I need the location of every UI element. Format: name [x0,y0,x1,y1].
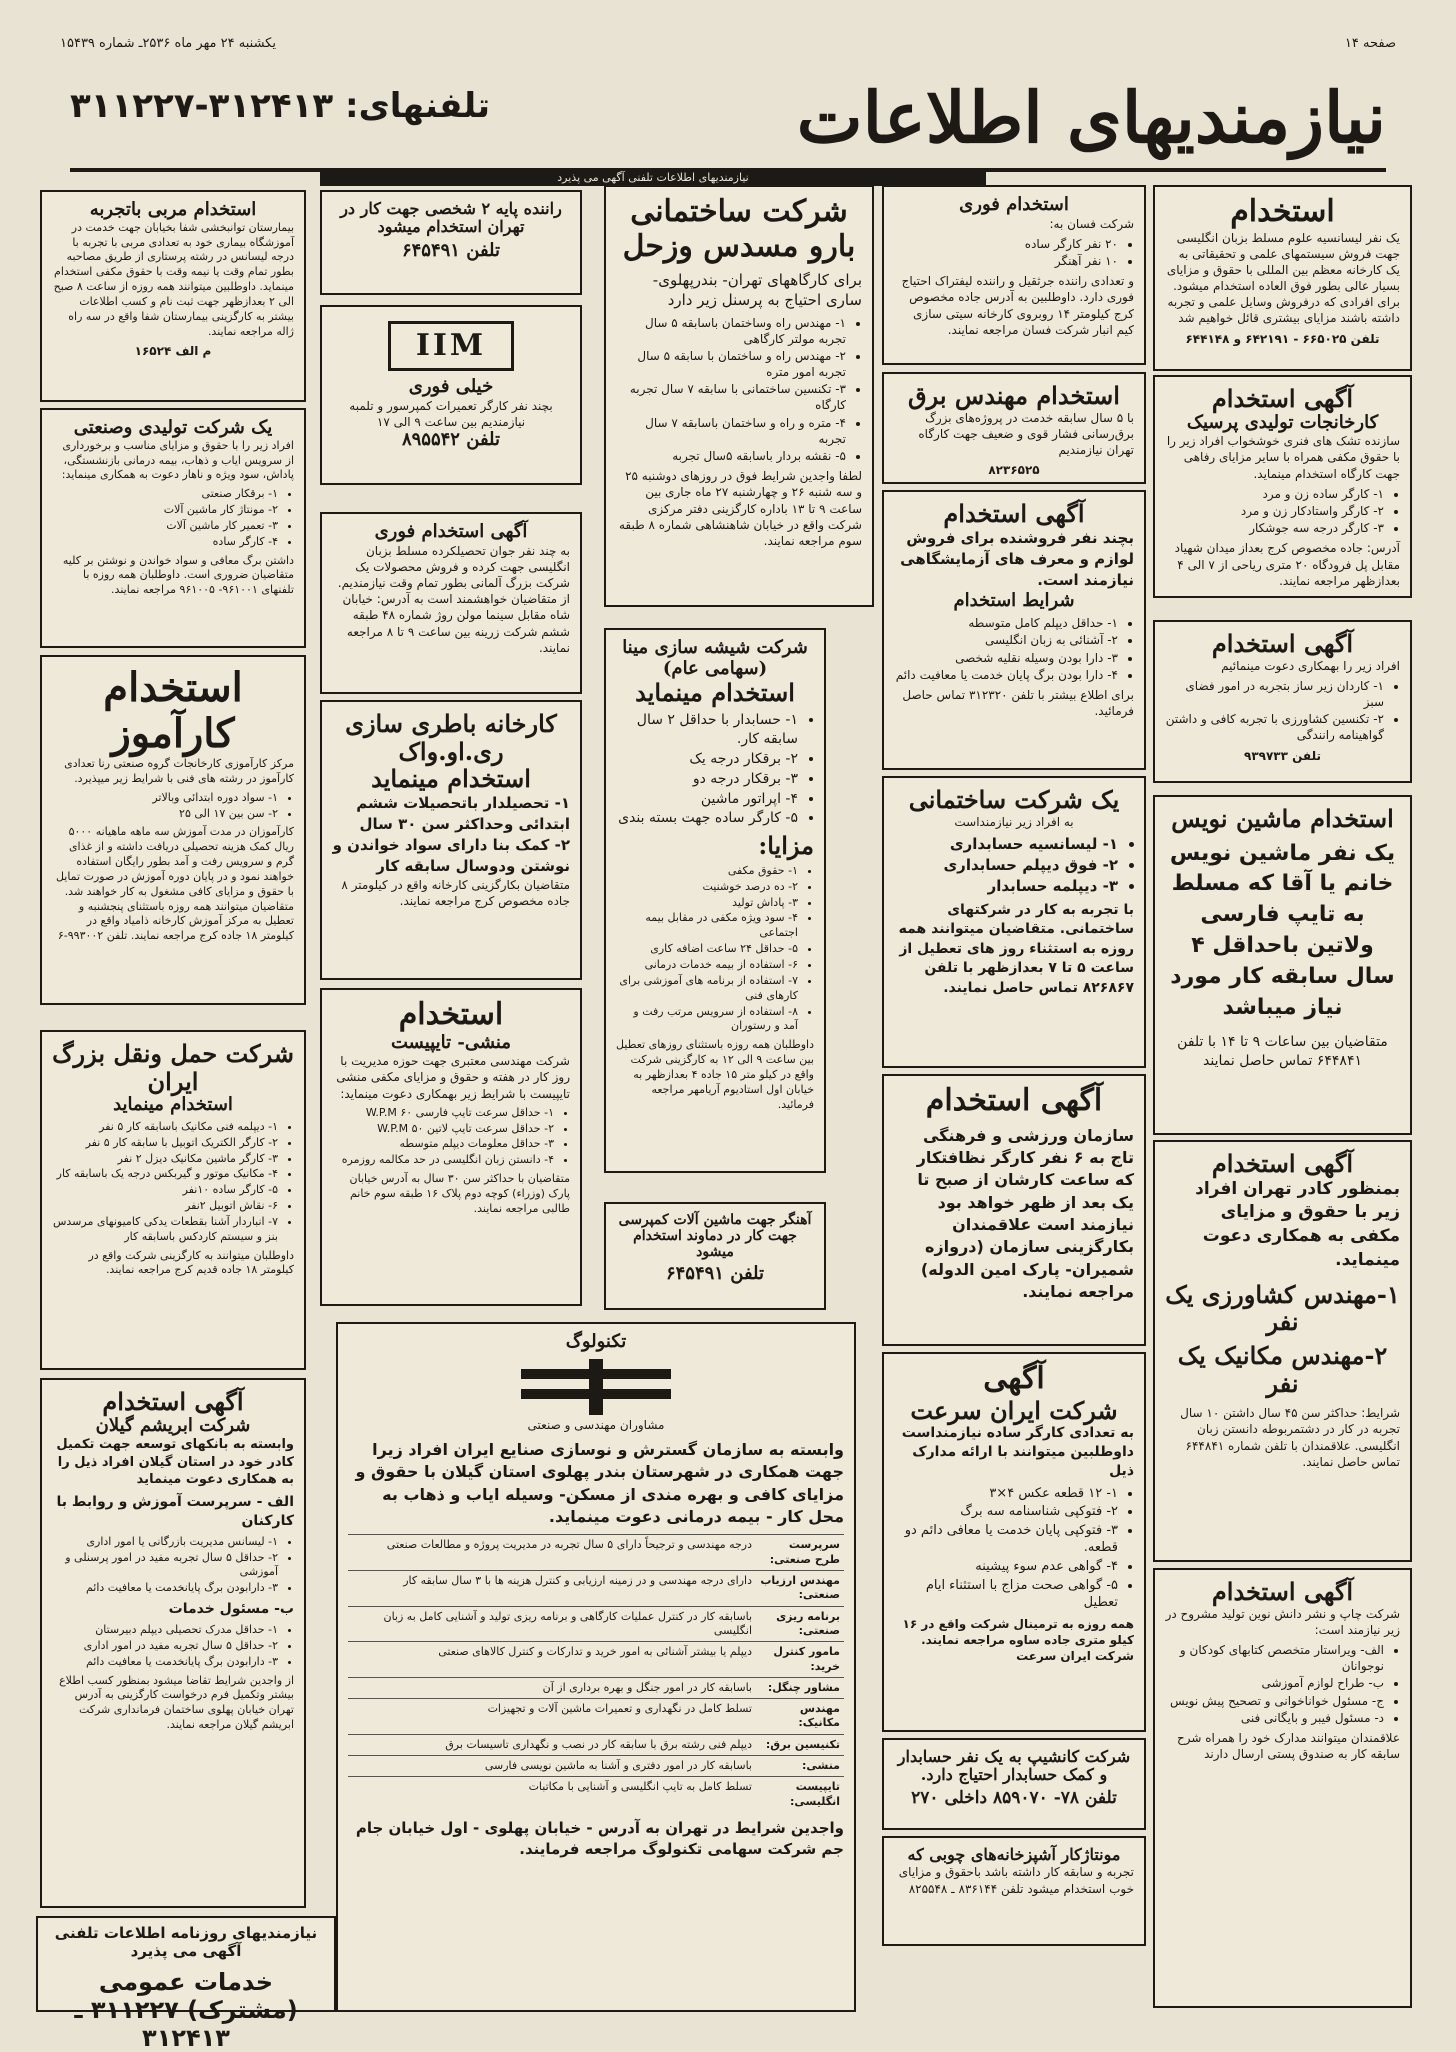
list-item: • ۶- استفاده از بیمه خدمات درمانی [616,958,798,973]
list-item: • ۳- حداقل معلومات دیپلم متوسطه [332,1137,554,1152]
position-desc: درجه مهندسی و ترجیحاً دارای ۵ سال تجربه در مدیریت پروژه و مطالعات صنعتی [348,1535,756,1571]
ad-heading: آهنگر جهت ماشین آلات کمپرسی جهت کار در دماوند استخدام میشود [618,1212,812,1261]
list-item: • ۲- فوق دیپلم حسابداری [894,855,1118,875]
position-desc: باسابقه کار در امور دفتری و آشنا به ماشین نویسی فارسی [348,1756,756,1777]
ad-heading: آگهی استخدام [102,1387,244,1416]
table-row [348,1734,844,1755]
list-item: • ۲- آشنائی به زبان انگلیسی [894,632,1118,648]
list-item: • ۱- لیسانسیه حسابداری [894,834,1118,854]
ad-body: به تعدادی کارگر ساده نیازمنداست داوطلبین میتوانند با ارائه مدارک ذیل [901,1425,1134,1479]
position-title: سرپرست طرح صنعتی: [756,1535,844,1571]
ad-subheading: کارخانجات تولیدی پرسیک [1186,411,1379,433]
issue-date: یکشنبه ۲۴ مهر ماه ۲۵۳۶ـ شماره ۱۵۴۳۹ [60,36,276,51]
ad-footer: لطفا واجدین شرایط فوق در روزهای دوشنبه ۲۵ و سه شنبه ۲۶ و چهارشنبه ۲۷ ماه جاری بین ساعت ۹ تا ۱۳ باداره کارگزینی دفتر مرکزی شرکت واقع در خیابان شاهنشاهی شماره ۸ طبقه سوم مراجعه نمایند. [619,469,862,548]
ad-body: افراد زیر را بهمکاری دعوت مینمائیم [1221,658,1400,673]
position-desc: دیپلم فنی رشته برق با سابقه کار در نصب و نگهداری تاسیسات برق [348,1734,756,1755]
ad-footer: و تعدادی راننده جرثقیل و راننده لیفتراک احتیاج فوری دارد. داوطلبین به آدرس جاده مخصوص کرج کیلومتر ۱۴ روبروی کارخانه سیتی سازی کیم انبار شرکت فسان مراجعه نمایند. [901,274,1134,337]
footer-line2: خدمات عمومی (مشترک) ۳۱۱۲۲۷ ـ ۳۱۲۴۱۳ [74,1968,298,2052]
ad-list [616,315,862,465]
ad-col4-b [320,305,582,485]
list-item: • الف- ویراستار متخصص کتابهای کودکان و نوجوانان [1165,1642,1384,1674]
ad-body: شرکت چاپ و نشر دانش نوین تولید مشروح در زیر نیازمند است: [1165,1606,1400,1637]
list-item: • ۱- حداقل مدرک تحصیلی دیپلم دبیرستان [52,1623,278,1638]
ad-footer: کارآموزان در مدت آموزش سه ماهه ماهیانه ۵۰۰۰ ریال کمک هزینه تحصیلی دریافت داشته و از غذای گرم و سرویس رفت و آمد بطور رایگان استفاده خواهند نمود و در پایان دوره آموزش در صورت تمایل با حقوق و مزایای کافی مشغول به کار خواهند شد. متقاضیان میتوانند همه روزه باستثنای پنجشنبه و تعطیل به مرکز آموزش کارخانه ذامیاد واقع در کیلومتر ۱۸ جاده کرج مراجعه نمایند. تلفن ۹۹۳۰۰۲-۶ [55,825,294,943]
table-row [348,1535,844,1571]
list-item: • ۴- متره و راه و ساختمان باسابقه ۷ سال تجربه [616,415,846,447]
ad-item: ۱- تحصیلدار باتحصیلات ششم ابتدائی وحداکثر سن ۳۰ سال [356,793,570,833]
ad-body: یک نفر ماشین نویس خانم یا آقا که مسلط به تایپ فارسی ولاتین باحداقل ۴ سال سابقه کار مورد نیاز میباشد [1169,840,1396,1020]
position-desc: دیپلم یا بیشتر آشنائی به امور خرید و تدارکات و کنترل کالاهای صنعتی [348,1642,756,1678]
list-item: • ۱- ۱۲ قطعه عکس ۴×۳ [894,1485,1118,1503]
ad-heading: شرکت کانشیپ به یک نفر حسابدار و کمک حسابدار احتیاج دارد. [897,1747,1131,1785]
position-desc: باسابقه کار در امور جنگل و بهره برداری از آن [348,1677,756,1698]
ad-list [894,1485,1134,1612]
ad-heading: راننده پایه ۲ شخصی جهت کار در تهران استخدام میشود [340,199,562,237]
ad-footer: داشتن برگ معافی و سواد خواندن و نوشتن بر کلیه متقاضیان ضروری است. داوطلبان همه روزه با تلفنهای ۹۶۱۰۰۱- ۹۶۱۰۰۵ مراجعه نمایند. [62,553,294,597]
ad-col5-c [40,655,306,1005]
ad-body: بمنظور کادر تهران افراد زیر با حقوق و مزایای مکفی به همکاری دعوت مینماید. [1195,1178,1400,1270]
list-item: • ۳- دارابودن برگ پایانخدمت یا معافیت دائم [52,1655,278,1670]
list-item: • ۷- انباردار آشنا بقطعات یدکی کامیونهای مرسدس بنز و سیستم کاردکس باسابقه کار [52,1215,278,1245]
position-title: مهندس ارزیاب صنعتی: [756,1571,844,1607]
table-row [348,1606,844,1642]
table-row [348,1777,844,1812]
ad-col2-b [882,372,1146,484]
list-item: • ۲۰ نفر کارگر ساده [894,236,1118,252]
ad-heading: استخدام [398,997,504,1032]
ad-heading: کارخانه باطری سازی ری.او.واک [345,709,557,766]
ad-subheading: منشی- تایپیست [391,1031,511,1053]
ad-phone: تلفن ۷۸- ۸۵۹۰۷۰ داخلی ۲۷۰ [911,1787,1117,1808]
ad-body: شرکت فسان به: [1049,216,1134,231]
ad-footer: متقاضیان با حداکثر سن ۳۰ سال به آدرس خیابان پارک (وزراء) کوچه دوم پلاک ۱۶ طبقه سوم خانم طالبی مراجعه نمایند. [349,1172,570,1215]
ad-heading: شرکت شیشه سازی مینا (سهامی عام) [622,637,808,679]
list-item: • ۵- نقشه بردار باسابقه ۵سال تجربه [616,448,846,464]
ad-subheading: استخدام مینماید [113,1094,233,1116]
ad-list [52,1623,294,1670]
list-item: • ۱- کاردان زیر ساز بتجربه در امور فضای سبز [1165,678,1384,710]
ad-col3-c [604,1202,826,1310]
list-item: • ب- طراح لوازم آموزشی [1165,1675,1384,1691]
position-title: تکنیسین برق: [756,1734,844,1755]
ad-heading: آگهی استخدام [925,1083,1103,1118]
list-item: • ۱- حقوق مکفی [616,864,798,879]
list-item: • ۵- حداقل ۲۴ ساعت اضافه کاری [616,942,798,957]
ad-subheading: استخدام مینماید [371,764,531,794]
list-item: • ۴- مکانیک موتور و گیربکس درجه یک باسابقه کار [52,1167,278,1182]
ad-body: مرکز کارآموزی کارخانجات گروه صنعتی رنا تعدادی کارآموز در رشته های فنی با شرایط زیر میپذیرد. [64,757,294,785]
ad-body: شرکت مهندسی معتبری جهت حوزه مدیریت با روز کار در هفته و حقوق و مزایای مکفی منشی تایپیست با شرایط زیر بهمکاری دعوت مینماید: [336,1054,570,1101]
ad-footer: از واجدین شرایط تقاضا میشود بمنظور کسب اطلاع بیشتر وتکمیل فرم درخواست کارگزینی به آدرس تهران خیابان پهلوی ساختمان فرمانداری شرکت ابریشم گیلان مراجعه نمایند. [59,1673,294,1732]
list-item: • ۵- کارگر ساده جهت بسته بندی [616,809,798,828]
ad-phone: تلفن ۹۳۹۷۳۳ [1244,748,1321,763]
table-row [348,1642,844,1678]
position-desc: باسابقه کار در کنترل عملیات کارگاهی و برنامه ریزی تولید و آشنایی کامل به زبان انگلیسی [348,1606,756,1642]
list-item: • ۴- دانستن زبان انگلیسی در حد مکالمه روزمره [332,1153,554,1168]
ad-list [616,711,814,828]
ad-heading: یک شرکت ساختمانی [908,785,1120,814]
ad-subheading: شرکت ایران سرعت [910,1395,1118,1425]
list-item: • ۲- حداقل ۵ سال تجربه مفید در امور پرسنلی و آموزشی [52,1551,278,1581]
ad-col2-h [882,1836,1146,1946]
ad-section-title: ب- مسئول خدمات [168,1601,294,1618]
list-item: • ۱- برقکار صنعتی [52,487,278,502]
ad-footer: واجدین شرایط در تهران به آدرس - خیابان پهلوی - اول خیابان جام جم شرکت سهامی تکنولوگ مراجعه فرمایند. [355,1818,844,1858]
table-row [348,1699,844,1735]
list-item: • ۲- برقکار درجه یک [616,750,798,769]
page-number: صفحه ۱۴ [1344,36,1396,51]
ad-footer: متقاضیان بین ساعات ۹ تا ۱۴ با تلفن ۶۴۴۸۴۱ تماس حاصل نمایند [1177,1034,1388,1070]
ad-list [894,834,1134,897]
ad-list [52,791,294,822]
ad-col5-d [40,1030,306,1370]
list-item: • ۲- کارگر واستادکار زن و مرد [1165,503,1384,519]
position-desc: دارای درجه مهندسی و در زمینه ارزیابی و کنترل هزینه ها با ۳ سال سابقه کار [348,1571,756,1607]
list-item: • ۴- کارگر ساده [52,535,278,550]
list-item: • ۱- لیسانس مدیریت بازرگانی یا امور اداری [52,1535,278,1550]
list-item: • ۵- گواهی صحت مزاج با استثناء ایام تعطیل [894,1577,1118,1612]
ad-list [52,1535,294,1596]
ad-body: برای کارگاههای تهران- بندرپهلوی- ساری احتیاج به پرسنل زیر دارد [652,271,862,310]
list-item: • ۳- دارابودن برگ پایانخدمت یا معافیت دائم [52,1581,278,1596]
position-title: مشاور چنگل: [756,1677,844,1698]
phones-numbers: ۳۱۲۴۱۳-۳۱۱۲۲۷ [70,86,334,126]
ad-list [894,236,1134,269]
ad-col4-c [320,512,582,694]
page-header-line [60,36,1396,52]
list-item: • ۳- فتوکپی پایان خدمت یا معافی دائم دو قطعه. [894,1522,1118,1557]
ad-heading: وابسته به سازمان گسترش و نوسازی صنایع ایران افراد زیرا جهت همکاری در شهرستان بندر پهلوی استان گیلان با حقوق و مزایای کافی و بهره مندی از مسکن- وسیله ایاب و ذهاب به محل کار - بیمه درمانی دعوت مینماید. [355,1439,844,1527]
list-item: • ۱- دیپلمه فنی مکانیک باسابقه کار ۵ نفر [52,1120,278,1135]
ad-heading: یک شرکت تولیدی وصنعتی [73,417,273,438]
ad-col1-c [1153,620,1412,783]
ad-body: تجربه و سابقه کار داشته باشد باحقوق و مزایای خوب استخدام میشود تلفن ۸۳۶۱۴۴ ـ ۸۲۵۵۴۸ [898,1865,1134,1896]
ad-col1-f [1153,1568,1412,2008]
ad-body: سازمان ورزشی و فرهنگی تاج به ۶ نفر کارگر نظافتکار که ساعت کارشان از صبح تا یک بعد از ظهر خواهد بود نیازمند است علاقمندان بکارگزینی سازمان (دروازه شمیران- پارک امین الدوله) مراجعه نمایند. [916,1125,1134,1302]
list-item: • ۸- استفاده از سرویس مرتب رفت و آمد و رستوران [616,1005,798,1035]
list-item: • ۳- کارگر درجه سه جوشکار [1165,520,1384,536]
ad-phone: تلفن ۶۶۵۰۲۵ - ۶۴۲۱۹۱ و ۶۴۴۱۴۸ [1185,331,1380,346]
list-item: • ۲- مونتاژ کار ماشین آلات [52,503,278,518]
list-item: • ۲- تکنسین کشاورزی با تجربه کافی و داشتن گواهینامه رانندگی [1165,711,1384,743]
list-item: • ۴- سود ویژه مکفی در مقابل بیمه اجتماعی [616,911,798,941]
ad-item: ۲-مهندس مکانیک یک نفر [1177,1340,1388,1398]
footer-contact-box [36,1916,336,2052]
ad-heading: آگهی استخدام [1211,629,1354,658]
list-item: • ۲- ده درصد خوشنیت [616,880,798,895]
list-item: • ۱- حداقل دیپلم کامل متوسطه [894,615,1118,631]
list-item: • ۳- کارگر ماشین مکانیک دیزل ۲ نفر [52,1152,278,1167]
list-item: • ۱- کارگر ساده زن و مرد [1165,486,1384,502]
ad-phone: ۸۲۳۶۵۲۵ [988,463,1040,478]
list-item: • ۷- استفاده از برنامه های آموزشی برای کارهای فنی [616,974,798,1004]
ad-code: م الف ۱۶۵۲۴ [134,344,212,359]
ad-body: وابسته به بانکهای توسعه جهت تکمیل کادر خود در استان گیلان افراد ذیل را به همکاری دعوت مینماید [56,1437,294,1488]
ad-footer: شرایط: حداکثر سن ۴۵ سال داشتن ۱۰ سال تجربه در کار در دشتمربوطه دانستن زبان انگلیسی. علاقمندان با تلفن شماره ۶۴۴۸۴۱ تماس حاصل نمایند. [1180,1406,1400,1469]
list-item: • ۳- تکنسین ساختمانی با سابقه ۷ سال تجربه کارگاه [616,381,846,413]
list-item: • ۳- دیپلمه حسابدار [894,876,1118,896]
ad-body: به افراد زیر نیازمنداست [954,814,1074,829]
ad-col5-a [40,190,306,402]
iim-logo: IIM [388,321,514,371]
ad-body: بیمارستان توانبخشی شفا بخیابان جهت خدمت در آموزشگاه بیماری خود به تعدادی مربی با تجربه با درجه لیسانس در رشته پرستاری از طریق مصاحبه بطور تمام وقت یا نیمه وقت با حقوق مکفی استخدام مینماید. داوطلبین میتوانند همه روزه از ساعت ۸ صبح الی ۲ بعدازظهر جهت ثبت نام و کسب اطلاعات بیشتر به کارگزینی بیمارستان شفا واقع در سه راه ژاله مراجعه نمایند. [53,220,294,338]
ad-heading: مونتاژکار آشپزخانه‌های چوبی که [907,1845,1121,1864]
list-item: • ۲- حداقل سرعت تایپ لاتین ۵۰ W.P.M [332,1122,554,1137]
masthead [70,68,1386,184]
ad-list [332,1106,570,1168]
list-item: • ۳- تعمیر کار ماشین آلات [52,519,278,534]
footer-line1: نیازمندیهای روزنامه اطلاعات تلفنی آگهی می پذیرد [54,1924,318,1960]
ad-item: ۲- کمک بنا دارای سواد خواندن و نوشتن ودوسال سابقه کار [332,835,570,875]
ad-heading: شرکت حمل ونقل بزرگ ایران [52,1039,294,1096]
list-item: • ۱- مهندس راه وساختمان باسابقه ۵ سال تجربه مولتر کارگاهی [616,315,846,347]
ad-heading: خیلی فوری [408,376,494,397]
list-item: • ۱- حداقل سرعت تایپ فارسی ۶۰ W.P.M [332,1106,554,1121]
ad-section-title: الف - سرپرست آموزش و روابط با کارکنان [56,1493,294,1529]
list-item: • ۲- مهندس راه و ساختمان با سابقه ۵ سال تجربه امور متره [616,348,846,380]
ad-heading: استخدام مهندس برق [908,381,1120,410]
ad-col5-b [40,408,306,648]
ad-heading: آگهی استخدام فوری [374,521,528,542]
ad-list [1165,1642,1400,1726]
ad-subheading: شرایط استخدام [953,589,1075,611]
ad-footer: برای اطلاع بیشتر با تلفن ۳۱۲۳۲۰ تماس حاصل فرمائید. [902,688,1134,719]
position-title: تایپیست انگلیسی: [756,1777,844,1812]
ad-heading: آگهی [983,1361,1045,1396]
ad-subheading: استخدام مینماید [635,678,795,708]
list-item: • ۴- اپراتور ماشین [616,790,798,809]
ad-col2-c [882,490,1146,770]
ad-list [52,487,294,549]
ad-body: بچند نفر کارگر تعمیرات کمپرسور و تلمبه نیازمندیم بین ساعت ۹ الی ۱۷ [349,398,553,429]
ad-body: یک نفر لیسانسیه علوم مسلط بزبان انگلیسی جهت فروش سیستمهای علمی و تحقیقاتی به یک کارخانه معظم بین المللی با حقوق و مزایای بسیار عالی بطور فوق العاده استخدام میشود. برای افرادی که درفروش وسایل علمی و تجربه داشته باشند مزایای بیشتری قائل خواهیم شد [1166,230,1400,326]
ad-col3-a [604,185,874,607]
list-item: • ۲- سن بین ۱۷ الی ۲۵ [52,807,278,822]
ad-col4-d [320,700,582,980]
ad-list [894,615,1134,683]
ad-list [1165,486,1400,537]
ad-phone: تلفن ۸۹۵۵۴۲ [401,429,501,451]
ad-col1-e [1153,1140,1412,1562]
list-item: • ۱- حسابدار با حداقل ۲ سال سابقه کار. [616,711,798,749]
ad-footer: آدرس: جاده مخصوص کرج بعداز میدان شهیاد مقابل پل فرودگاه ۲۰ متری ریاحی از ۷ الی ۴ بعدازظهر مراجعه نمایند. [1174,541,1400,588]
position-title: برنامه ریزی صنعتی: [756,1606,844,1642]
ad-heading: استخدام کارآموز [103,664,243,757]
masthead-subtitle: نیازمندیهای اطلاعات تلفنی آگهی می پذیرد [320,170,986,186]
list-item: • ۲- حداقل ۵ سال تجربه مفید در امور اداری [52,1639,278,1654]
teknolog-sub: مشاوران مهندسی و صنعتی [527,1417,665,1432]
ad-body: سازنده تشک های فنری خوشخواب افراد زیر را با حقوق مکفی همراه با سایر مزایای رفاهی جهت کارگاه استخدام مینماید. [1166,434,1400,481]
table-row [348,1571,844,1607]
ad-footer: علاقمندان میتوانند مدارک خود را همراه شرح سابقه کار به صندوق پستی ارسال دارند [1176,1730,1400,1762]
table-row [348,1677,844,1698]
ad-footer: با تجربه به کار در شرکتهای ساختمانی. متقاضیان میتوانند همه روزه به استثناء روز های تعطیل از ساعت ۵ تا ۷ بعدازظهر با تلفن ۸۲۶۸۶۷ تماس حاصل نمایند. [898,901,1134,996]
ad-footer: داوطلبان میتوانند به کارگزینی شرکت واقع در کیلومتر ۱۸ جاده قدیم کرج مراجعه نمایند. [88,1248,294,1277]
ad-col2-f [882,1352,1146,1732]
ad-heading: استخدام مربی باتجربه [89,199,257,220]
list-item: • ۴- گواهی عدم سوء پیشینه [894,1558,1118,1576]
teknolog-logo-icon [521,1359,671,1415]
list-item: • ۲- فتوکپی شناسنامه سه برگ [894,1503,1118,1521]
ad-heading: استخدام فوری [959,194,1069,215]
masthead-title: نیازمندیهای اطلاعات [796,76,1386,159]
ad-item: ۱-مهندس کشاورزی یک نفر [1165,1279,1400,1337]
phones-label: تلفنهای: [345,86,490,126]
ad-subheading: شرکت ابریشم گیلان [95,1414,251,1436]
position-title: مامور کنترل خرید: [756,1642,844,1678]
position-title: مهندس مکانیک: [756,1699,844,1735]
ad-col2-a [882,185,1146,365]
ad-benefits-title: مزایا: [758,831,814,861]
ad-col2-g [882,1738,1146,1830]
ad-heading: استخدام [1230,194,1335,229]
ad-col2-d [882,776,1146,1068]
ad-col5-e [40,1378,306,1908]
ad-heading: آگهی استخدام [1211,1577,1354,1606]
list-item: • ۱۰ نفر آهنگر [894,253,1118,269]
ad-col1-b [1153,375,1412,598]
ad-body: بچند نفر فروشنده برای فروش لوازم و معرف های آزمایشگاهی نیازمند است. [900,528,1134,589]
ad-col4-e [320,988,582,1306]
position-desc: تسلط کامل در نگهداری و تعمیرات ماشین آلات و تجهیزات [348,1699,756,1735]
list-item: • د- مسئول فیبر و بایگانی فنی [1165,1710,1384,1726]
list-item: • ۳- پاداش تولید [616,896,798,911]
ad-col2-e [882,1074,1146,1346]
ad-body: افراد زیر را با حقوق و مزایای مناسب و برخورداری از سرویس ایاب و ذهاب، بیمه درمانی بازنشستگی، پاداش، سود ویژه و ناهار دعوت به همکاری مینماید: [61,438,294,482]
list-item: • ۴- دارا بودن برگ پایان خدمت یا معافیت دائم [894,667,1118,683]
ad-footer: همه روزه به ترمینال شرکت واقع در ۱۶ کیلو متری جاده ساوه مراجعه نمایند. شرکت ایران سرعت [902,1616,1134,1663]
list-item: • ۲- کارگر الکتریک اتوبیل با سابقه کار ۵ نفر [52,1136,278,1151]
list-item: • ۶- نقاش اتوبیل ۲نفر [52,1199,278,1214]
list-item: • ۱- سواد دوره ابتدائی وبالاتر [52,791,278,806]
ad-footer: متقاضیان بکارگزینی کارخانه واقع در کیلومتر ۸ جاده مخصوص کرج مراجعه نمایند. [341,877,570,908]
ad-heading: استخدام ماشین نویس [1171,804,1394,833]
masthead-phones [70,86,490,126]
position-title: منشی: [756,1756,844,1777]
ad-phone: تلفن ۶۴۵۴۹۱ [401,239,501,261]
ad-list [1165,678,1400,744]
ad-list [52,1120,294,1245]
ad-heading: آگهی استخدام [943,499,1085,528]
position-desc: تسلط کامل به تایپ انگلیسی و آشنایی با مکاتبات [348,1777,756,1812]
ad-col3-b [604,628,826,1173]
ad-phone: تلفن ۶۴۵۴۹۱ [665,1263,765,1285]
ad-benefits-list [616,864,814,1034]
table-row [348,1756,844,1777]
list-item: • ۵- کارگر ساده ۱۰نفر [52,1183,278,1198]
ad-col4-a [320,190,582,295]
ad-col1-d [1153,795,1412,1135]
teknolog-positions-table [348,1534,844,1811]
ad-footer: داوطلبان همه روزه باستثنای روزهای تعطیل بین ساعت ۹ الی ۱۲ به کارگزینی شرکت واقع در کیلو متر ۱۵ جاده ۴ بعدازظهر به خیابان اول استادیوم آریامهر مراجعه فرمائید. [616,1038,814,1111]
ad-col1-a [1153,185,1412,371]
list-item: • ۳- دارا بودن وسیله نقلیه شخصی [894,650,1118,666]
teknolog-name: تکنولوگ [565,1331,627,1352]
ad-heading: شرکت ساختمانی بارو مسدس وزحل [622,194,856,264]
ad-body: به چند نفر جوان تحصیلکرده مسلط بزبان انگلیسی جهت کرده و فروش محصولات یک شرکت بزرگ آلمانی بطور تمام وقت نیازمندیم. از متقاضیان خواهشمند است به آدرس: خیابان شاه مقابل سینما مولن روژ شماره ۴۸ طبقه ششم شرکت زرینه بین ساعت ۹ تا ۸ مراجعه نمایند. [337,543,570,655]
ad-heading: آگهی استخدام [1211,384,1354,413]
ad-teknolog [336,1322,856,2012]
ad-heading: آگهی استخدام [1211,1149,1354,1178]
list-item: • ج- مسئول خواناخوانی و تصحیح پیش نویس [1165,1693,1384,1709]
list-item: • ۳- برقکار درجه دو [616,770,798,789]
ad-body: با ۵ سال سابقه خدمت در پروژه‌های بزرگ برق‌رسانی فشار قوی و ضعیف جهت کارگاه تهران نیازمندیم [918,410,1134,457]
